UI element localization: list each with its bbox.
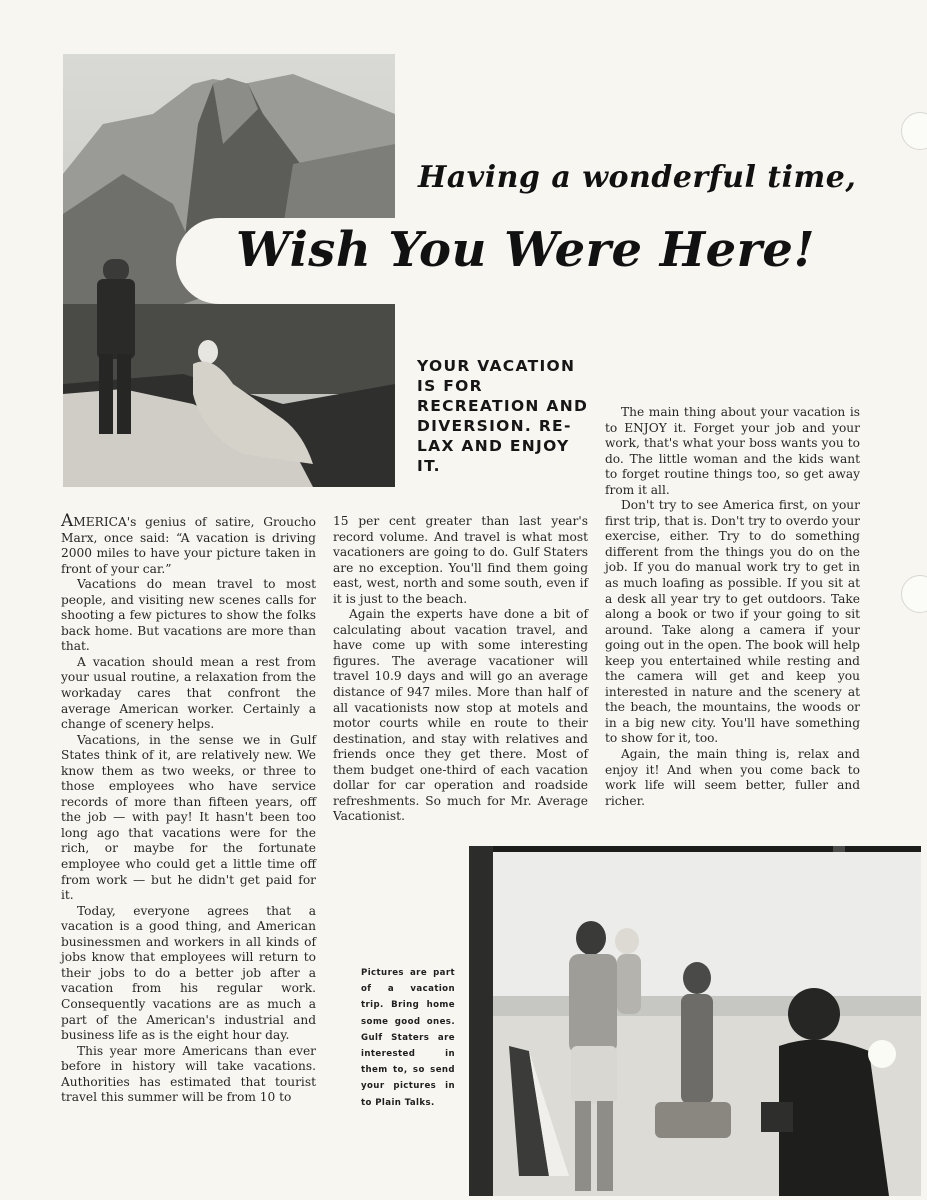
kicker-text: YOUR VACATION IS FOR RECREATION AND DIVERSION. RE-LAX AND ENJOY IT. <box>417 357 589 475</box>
article-paragraph: Today, everyone agrees that a vacation is a good thing, and American businessmen and workers in all kinds of jobs know that employees will return to their jobs to do a better job after a vacation from his regular work. Consequently vacations are as much a part of the American's industrial and business life as is the eight hour day. <box>61 903 316 1043</box>
article-paragraph: Vacations, in the sense we in Gulf States think of it, are relatively new. We know them as two weeks, or three to those employees who have service records of more than fifteen years, off the job — with pay! It hasn't been too long ago that vacations were for the rich, or maybe for the fortunate employee who could get a little time off from work — but he didn't get paid for it. <box>61 732 316 903</box>
article-column-3 <box>605 405 860 809</box>
headline-line2: Wish You Were Here! <box>236 222 816 278</box>
headline-line1: Having a wonderful time, <box>418 160 857 195</box>
binder-hole <box>901 575 927 613</box>
article-paragraph <box>61 511 316 577</box>
article-paragraph: Again the experts have done a bit of calculating about vacation travel, and have come up with some interesting figures. The average vacationer will travel 10.9 days and will go an average distance of 947 miles. More than half of all vacationists now stop at motels and motor courts while en route to their destination, and stay with relatives and friends once they get there. Most of them budget one-third of each vacation dollar for car operation and roadside refreshments. So much for Mr. Average Vacationist. <box>333 607 588 824</box>
article-paragraph: A vacation should mean a rest from your usual routine, a relaxation from the workaday cares that confront the average American worker. Certainly a change of scenery helps. <box>61 654 316 732</box>
paragraph-text: MERICA's genius of satire, Groucho Marx, once said: “A vacation is driving 2000 miles to have your picture taken in front of your car.” <box>61 515 316 576</box>
binder-hole <box>901 112 927 150</box>
article-paragraph: Don't try to see America first, on your first trip, that is. Don't try to overdo your exercise, either. Try to do something different from the things you do on the job. If you do manual work try to get in as much loafing as possible. If you sit at a desk all year try to get outdoors. Take along a book or two if your going to sit around. Take along a camera if your going out in the open. The book will help keep you entertained while resting and the camera will get and keep you interested in nature and the scenery at the beach, the mountains, the woods or in a big new city. You'll have something to show for it, too. <box>605 498 860 746</box>
binder-hole <box>868 1040 896 1068</box>
article-paragraph: This year more Americans than ever before in history will take vacations. Authorities has estimated that tourist travel this summer will be from 10 to <box>61 1043 316 1105</box>
article-paragraph: Again, the main thing is, relax and enjoy it! And when you come back to work life will seem better, fuller and richer. <box>605 747 860 808</box>
article-column-2 <box>333 514 588 825</box>
beach-photo <box>469 846 921 1196</box>
article-paragraph: 15 per cent greater than last year's record volume. And travel is what most vacationers are going to do. Gulf Staters are no exception. You'll find them going east, west, north and some south, even if it is just to the beach. <box>333 514 588 606</box>
article-paragraph: The main thing about your vacation is to ENJOY it. Forget your job and your work, that's what your boss wants you to do. The little woman and the kids want to forget routine things too, so get away from it all. <box>605 405 860 497</box>
article-column-1 <box>61 511 316 1106</box>
drop-cap: A <box>61 511 74 531</box>
photo-caption: Pictures are part of a vacation trip. Bring home some good ones. Gulf Staters are interested in them to, so send your pictures in to Plain Talks. <box>361 968 455 1108</box>
article-paragraph: Vacations do mean travel to most people, and visiting new scenes calls for shooting a few pictures to show the folks back home. But vacations are more than that. <box>61 577 316 654</box>
